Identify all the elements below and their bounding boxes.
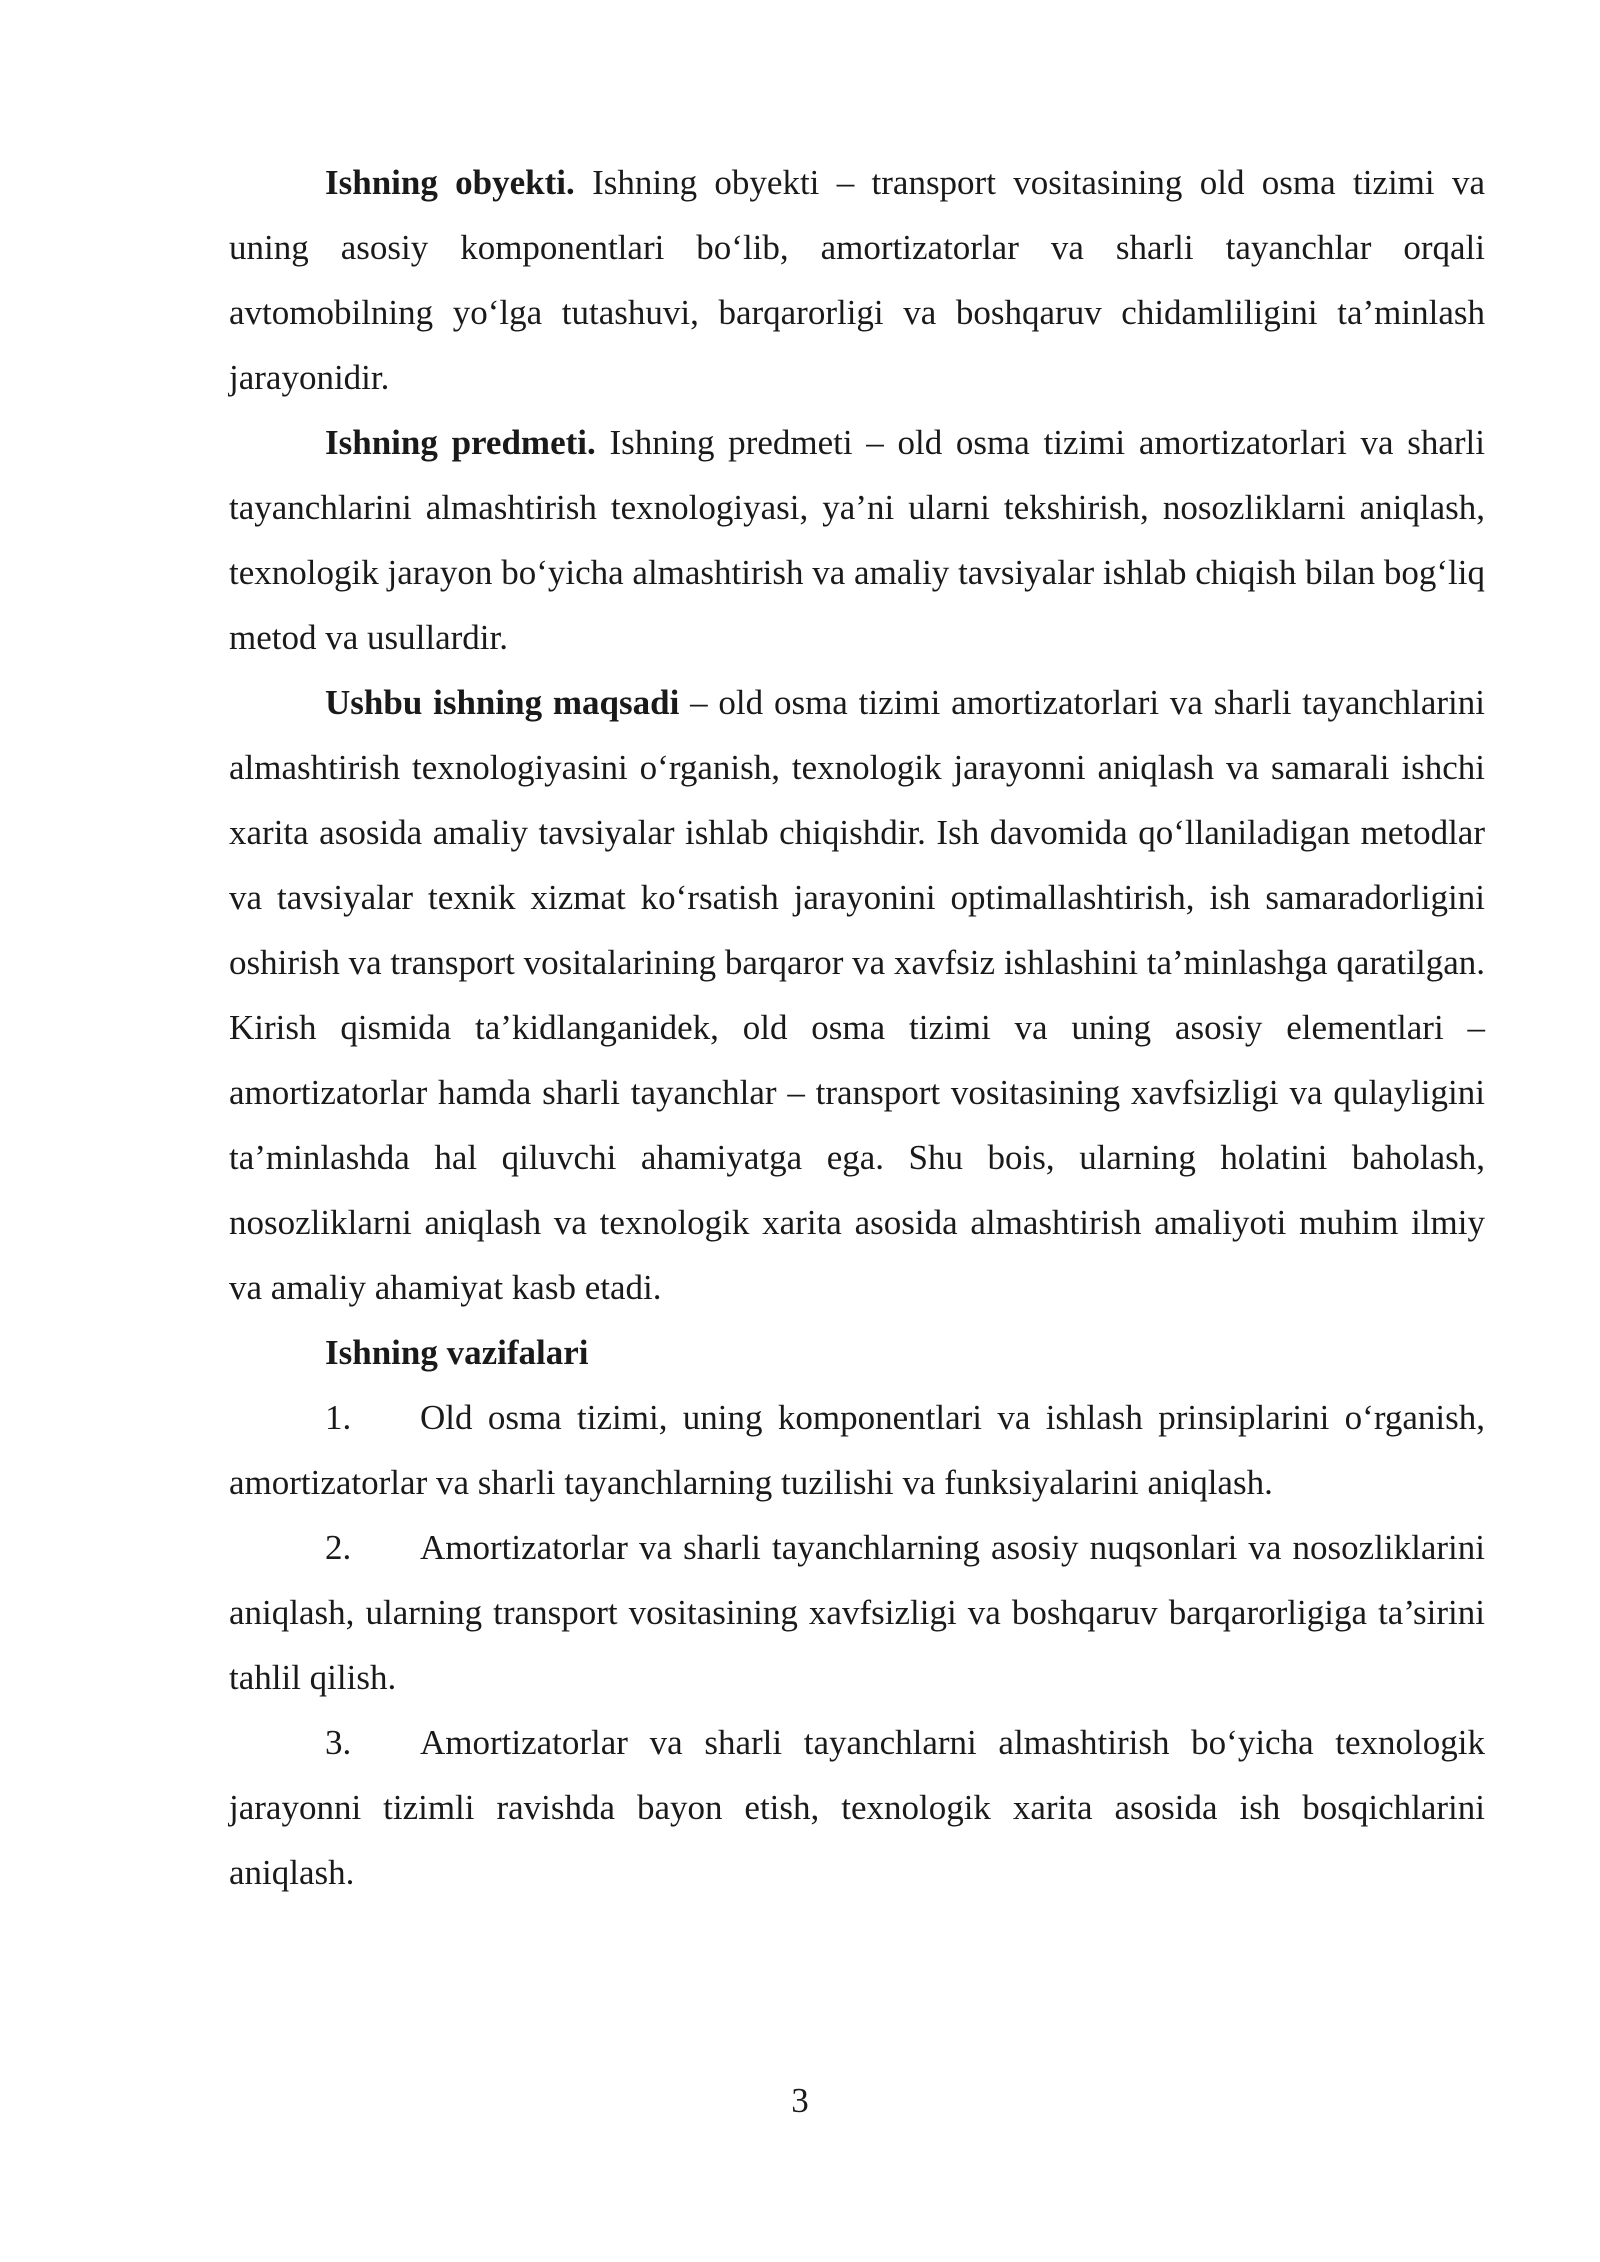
tasks-heading: Ishning vazifalari [325,1333,589,1372]
object-paragraph-title: Ishning obyekti. [325,163,575,202]
goal-paragraph [229,670,1485,1320]
goal-paragraph-title: Ushbu ishning maqsadi [325,683,680,722]
object-paragraph [229,150,1485,410]
subject-paragraph [229,410,1485,670]
subject-paragraph-title: Ishning predmeti. [325,423,596,462]
object-paragraph-text: Ishning obyekti – transport vositasining old osma tizimi va uning asosiy komponentlari bo‘lib, amortizatorlar va sharli tayanchlar orqali avtomobilning yo‘lga tutashuvi, barqarorligi va boshqaruv chidamliligini ta’minlash jarayonidir. [229,163,1485,397]
goal-paragraph-text: – old osma tizimi amortizatorlari va sharli tayanchlarini almashtirish texnologiyasini o‘rganish, texnologik jarayonni aniqlash va samarali ishchi xarita asosida amaliy tavsiyalar ishlab chiqishdir. Ish davomida qo‘llaniladigan metodlar va tavsiyalar texnik xizmat ko‘rsatish jarayonini optimallashtirish, ish samaradorligini oshirish va transport vositalarining barqaror va xavfsiz ishlashini ta’minlashga qaratilgan. Kirish qismida ta’kidlanganidek, old osma tizimi va uning asosiy elementlari – amortizatorlar hamda sharli tayanchlar – transport vositasining xavfsizligi va qulayligini ta’minlashda hal qiluvchi ahamiyatga ega. Shu bois, ularning holatini baholash, nosozliklarni aniqlash va texnologik xarita asosida almashtirish amaliyoti muhim ilmiy va amaliy ahamiyat kasb etadi. [229,683,1485,1307]
list-item [229,1710,1485,1905]
page-body [229,150,1485,1905]
list-item-text: Old osma tizimi, uning komponentlari va ishlash prinsiplarini o‘rganish, amortizatorlar va sharli tayanchlarning tuzilishi va funksiyalarini aniqlash. [229,1398,1485,1502]
list-item-text: Amortizatorlar va sharli tayanchlarning asosiy nuqsonlari va nosozliklarini aniqlash, ularning transport vositasining xavfsizligi va boshqaruv barqarorligiga ta’sirini tahlil qilish. [229,1528,1485,1697]
subject-paragraph-text: Ishning predmeti – old osma tizimi amortizatorlari va sharli tayanchlarini almashtirish texnologiyasi, ya’ni ularni tekshirish, nosozliklarni aniqlash, texnologik jarayon bo‘yicha almashtirish va amaliy tavsiyalar ishlab chiqish bilan bog‘liq metod va usullardir. [229,423,1485,657]
list-item-text: Amortizatorlar va sharli tayanchlarni almashtirish bo‘yicha texnologik jarayonni tizimli ravishda bayon etish, texnologik xarita asosida ish bosqichlarini aniqlash. [229,1723,1485,1892]
list-item [229,1515,1485,1710]
list-item-number: 3. [325,1723,352,1762]
list-item-number: 2. [325,1528,352,1567]
page-number: 3 [791,2081,809,2120]
list-item-number: 1. [325,1398,352,1437]
list-item [229,1385,1485,1515]
